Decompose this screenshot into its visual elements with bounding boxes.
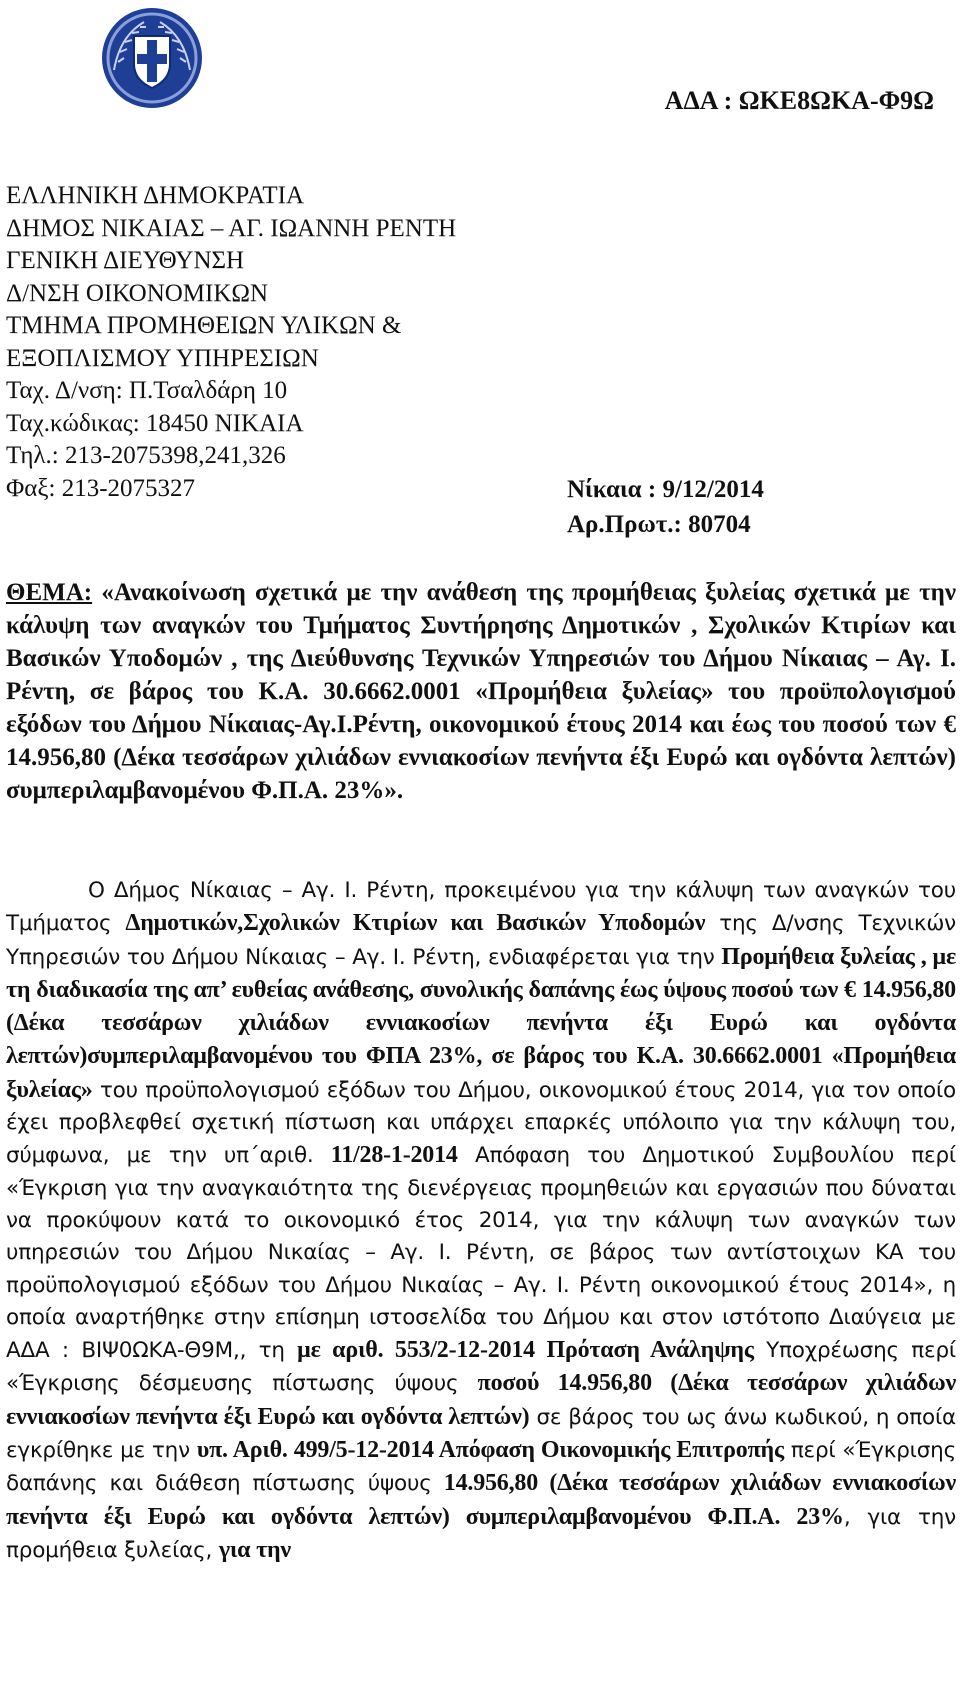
body-bold-text: υπ. Αριθ. 499/5-12-2014 Απόφαση Οικονομικής Επιτροπής	[196, 1437, 784, 1464]
header-line: Δ/ΝΣΗ ΟΙΚΟΝΟΜΙΚΩΝ	[6, 279, 269, 307]
header-line: ΕΞΟΠΛΙΣΜΟΥ ΥΠΗΡΕΣΙΩΝ	[6, 344, 319, 372]
hellenic-republic-emblem-icon	[100, 6, 204, 110]
subject-paragraph	[6, 576, 956, 807]
body-bold-text: ποσού 14.956,80 (Δέκα τεσσάρων χιλιάδων εννιακοσίων πενήντα έξι Ευρώ και ογδόντα λεπτών)	[6, 1370, 956, 1430]
protocol-number: Αρ.Πρωτ.: 80704	[567, 511, 751, 538]
body-text: της Δ/νσης Τεχνικών Υπηρεσιών του Δήμου Νίκαιας – Αγ. Ι. Ρέντη, ενδιαφέρεται για την	[6, 911, 956, 970]
body-text: , για την προμήθεια ξυλείας,	[6, 1504, 956, 1563]
header-line: Ταχ.κώδικας: 18450 ΝΙΚΑΙΑ	[6, 409, 304, 437]
ada-code: ΑΔΑ : ΩΚΕ8ΩΚΑ-Φ9Ω	[664, 86, 934, 115]
body-text: περί «Έγκρισης δαπάνης και διάθεση πίστωσης ύψους	[6, 1438, 957, 1497]
body-bold-text: με αριθ. 553/2-12-2014 Πρόταση Ανάληψης	[297, 1337, 754, 1364]
subject-text: «Ανακοίνωση σχετικά με την ανάθεση της προμήθειας ξυλείας σχετικά με την κάλυψη των αναγκών του Τμήματος Συντήρησης Δημοτικών , Σχολικών Κτιρίων και Βασικών Υποδομών , της Διεύθυνσης Τεχνικών Υπηρεσιών του Δήμου Νίκαιας – Αγ. Ι. Ρέντη, σε βάρος του Κ.Α. 30.6662.0001 «Προμήθεια ξυλείας» του προϋπολογισμού εξόδων του Δήμου Νίκαιας-Αγ.Ι.Ρέντη, οικονομικού έτους 2014 και έως του ποσού των € 14.956,80 (Δέκα τεσσάρων χιλιάδων εννιακοσίων πενήντα έξι Ευρώ και ογδόντα λεπτών) συμπεριλαμβανομένου Φ.Π.Α. 23%».	[6, 579, 956, 804]
body-bold-text: 14.956,80 (Δέκα τεσσάρων χιλιάδων εννιακοσίων πενήντα έξι Ευρώ και ογδόντα λεπτών) συμπεριλαμβανομένου Φ.Π.Α. 23%	[6, 1470, 956, 1530]
header-line: Τηλ.: 213-2075398,241,326	[6, 442, 286, 469]
body-bold-text: Προμήθεια ξυλείας , με τη διαδικασία της απ’ ευθείας ανάθεσης, συνολικής δαπάνης έως ύψους ποσού των € 14.956,80 (Δέκα τεσσάρων χιλιάδων εννιακοσίων πενήντα έξι Ευρώ και ογδόντα λεπτών)συμπεριλαμβανομένου του ΦΠΑ 23%, σε βάρος του Κ.Α. 30.6662.0001 «Προμήθεια ξυλείας»	[6, 943, 956, 1103]
body-bold-text: για την	[218, 1536, 291, 1563]
header-line: Φαξ: 213-2075327	[6, 474, 196, 502]
issuer-header	[6, 180, 456, 505]
header-line: ΔΗΜΟΣ ΝΙΚΑΙΑΣ – ΑΓ. ΙΩΑΝΝΗ ΡΕΝΤΗ	[6, 214, 457, 242]
body-paragraph	[6, 875, 956, 1567]
header-line: ΓΕΝΙΚΗ ΔΙΕΥΘΥΝΣΗ	[6, 247, 245, 274]
body-text: Ο Δήμος Νίκαιας – Αγ. Ι. Ρέντη, προκειμένου για την κάλυψη των αναγκών του Τμήματος	[6, 878, 956, 937]
subject-label: ΘΕΜΑ:	[6, 579, 93, 606]
body-text: του προϋπολογισμού εξόδων του Δήμου, οικονομικού έτους 2014, για τον οποίο έχει προβλεφθεί σχετική πίστωση και υπάρχει επαρκές υπόλοιπο για την κάλυψη του, σύμφωνα, με την υπ΄αριθ.	[6, 1077, 956, 1169]
body-text: Υποχρέωσης περί «Έγκρισης δέσμευσης πίστωσης ύψους	[6, 1338, 956, 1397]
body-bold-text: 11/28-1-2014	[330, 1142, 458, 1169]
header-line: ΤΜΗΜΑ ΠΡΟΜΗΘΕΙΩΝ ΥΛΙΚΩΝ &	[6, 312, 402, 339]
header-line: ΕΛΛΗΝΙΚΗ ΔΗΜΟΚΡΑΤΙΑ	[6, 182, 304, 209]
body-text: Απόφαση του Δημοτικού Συμβουλίου περί «Έγκριση για την αναγκαιότητα της διενέργειας προμηθειών και εργασιών που δύναται να προκύψουν κατά το οικονομικό έτος 2014, για την κάλυψη των αναγκών των υπηρεσιών του Δήμου Νικαίας – Αγ. Ι. Ρέντη, σε βάρος των αντίστοιχων ΚΑ του προϋπολογισμού εξόδων του Δήμου Νικαίας – Αγ. Ι. Ρέντη οικονομικού έτους 2014», η οποία αναρτήθηκε στην επίσημη ιστοσελίδα του Δήμου και στον ιστότοπο Διαύγεια με ΑΔΑ : ΒΙΨ0ΩΚΑ-Θ9Μ,, τη	[6, 1143, 956, 1364]
body-bold-text: Δημοτικών,Σχολικών Κτιρίων και Βασικών Υποδομών	[125, 910, 706, 937]
document-date: Νίκαια : 9/12/2014	[567, 476, 764, 503]
header-line: Ταχ. Δ/νση: Π.Τσαλδάρη 10	[6, 377, 288, 404]
body-text: σε βάρος του ως άνω κωδικού, η οποία εγκρίθηκε με την	[6, 1404, 956, 1464]
